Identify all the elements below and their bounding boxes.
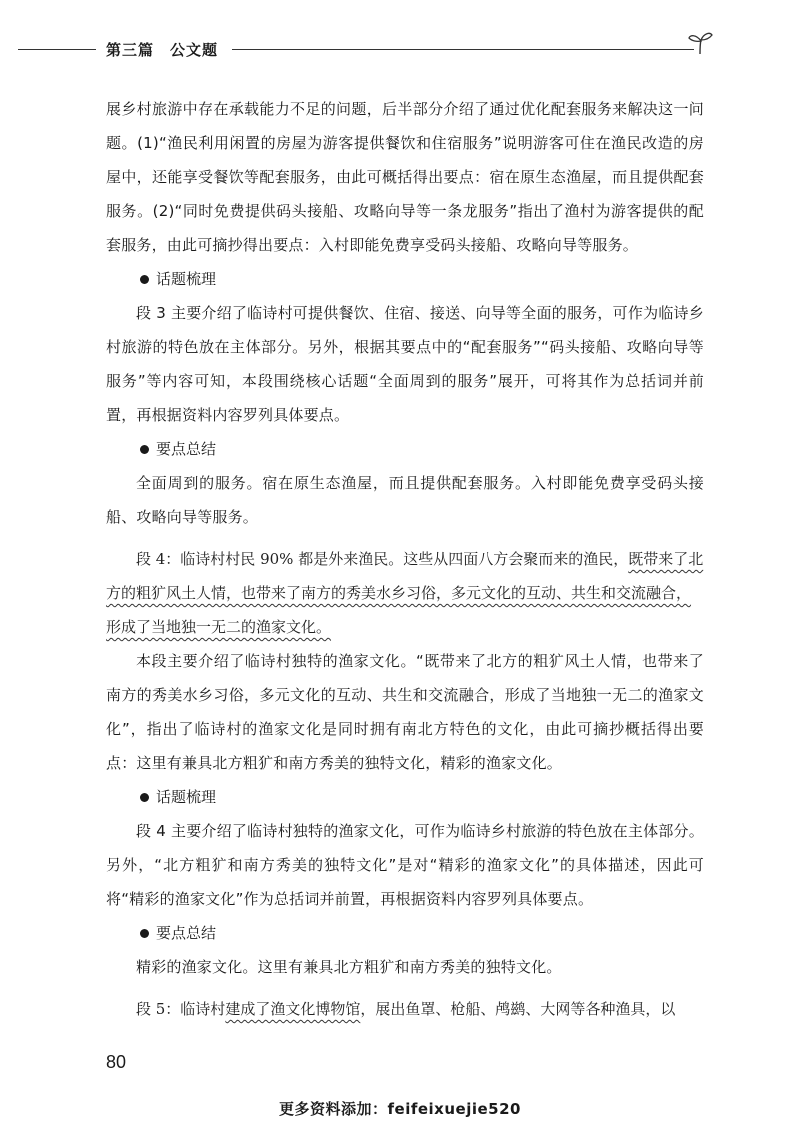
header-rule-left [18, 49, 96, 50]
bullet-dot [140, 445, 149, 454]
paragraph-6: 精彩的渔家文化。这里有兼具北方粗犷和南方秀美的独特文化。 [136, 958, 562, 976]
section-title: 第三篇 公文题 [106, 41, 219, 59]
wavy-underlined-text: 既带来了北方的粗犷风土人情，也带来了南方的秀美水乡习俗，多元文化的互动、共生和交流融合，形成了当地独一无二的渔家文化。 [106, 550, 704, 636]
page-number: 80 [106, 1052, 127, 1072]
page-content [106, 92, 704, 1026]
footer-note: 更多资料添加：feifeixuejie520 [279, 1100, 521, 1118]
paragraph-2: 段 3 主要介绍了临诗村可提供餐饮、住宿、接送、向导等全面的服务，可作为临诗乡村旅游的特色放在主体部分。另外，根据其要点中的“配套服务”“码头接船、攻略向导等服务”等内容可知，本段围绕核心话题“全面周到的服务”展开，可将其作为总括词并前置，再根据资料内容罗列具体要点。 [106, 304, 704, 424]
bullet-dot [140, 275, 149, 284]
paragraph-1: 展乡村旅游中存在承载能力不足的问题，后半部分介绍了通过优化配套服务来解决这一问题。(1)“渔民利用闲置的房屋为游客提供餐饮和住宿服务”说明游客可住在渔民改造的房屋中，还能享受餐饮等配套服务，由此可概括得出要点：宿在原生态渔屋，而且提供配套服务。(2)“同时免费提供码头接船、攻略向导等一条龙服务”指出了渔村为游客提供的配套服务，由此可摘抄得出要点：入村即能免费享受码头接船、攻略向导等服务。 [106, 100, 704, 254]
paragraph-3: 全面周到的服务。宿在原生态渔屋，而且提供配套服务。入村即能免费享受码头接船、攻略向导等服务。 [106, 474, 704, 526]
bullet-dot [140, 929, 149, 938]
wavy-underlined-text: 建成了渔文化博物馆 [225, 1000, 361, 1018]
bullet-summary-2: 要点总结 [106, 916, 704, 950]
material-paragraph-5: 段 5：临诗村建成了渔文化博物馆，展出鱼罩、枪船、鸬鹚、大网等各种渔具，以 [136, 1000, 676, 1018]
paragraph-4: 本段主要介绍了临诗村独特的渔家文化。“既带来了北方的粗犷风土人情，也带来了南方的秀美水乡习俗，多元文化的互动、共生和交流融合，形成了当地独一无二的渔家文化”，指出了临诗村的渔家文化是同时拥有南北方特色的文化，由此可摘抄概括得出要点：这里有兼具北方粗犷和南方秀美的独特文化，精彩的渔家文化。 [106, 652, 704, 772]
bullet-topic-2: 话题梳理 [106, 780, 704, 814]
header-rule-right [232, 49, 694, 50]
material-paragraph-4: 段 4：临诗村村民 90% 都是外来渔民。这些从四面八方会聚而来的渔民，既带来了北方的粗犷风土人情，也带来了南方的秀美水乡习俗，多元文化的互动、共生和交流融合，形成了当地独一无二的渔家文化。 [106, 550, 704, 636]
bullet-dot [140, 793, 149, 802]
sprout-icon [686, 30, 714, 56]
bullet-topic-1: 话题梳理 [106, 262, 704, 296]
page-header [0, 30, 800, 70]
bullet-summary-1: 要点总结 [106, 432, 704, 466]
paragraph-5: 段 4 主要介绍了临诗村独特的渔家文化，可作为临诗乡村旅游的特色放在主体部分。另外，“北方粗犷和南方秀美的独特文化”是对“精彩的渔家文化”的具体描述，因此可将“精彩的渔家文化”作为总括词并前置，再根据资料内容罗列具体要点。 [106, 822, 704, 908]
